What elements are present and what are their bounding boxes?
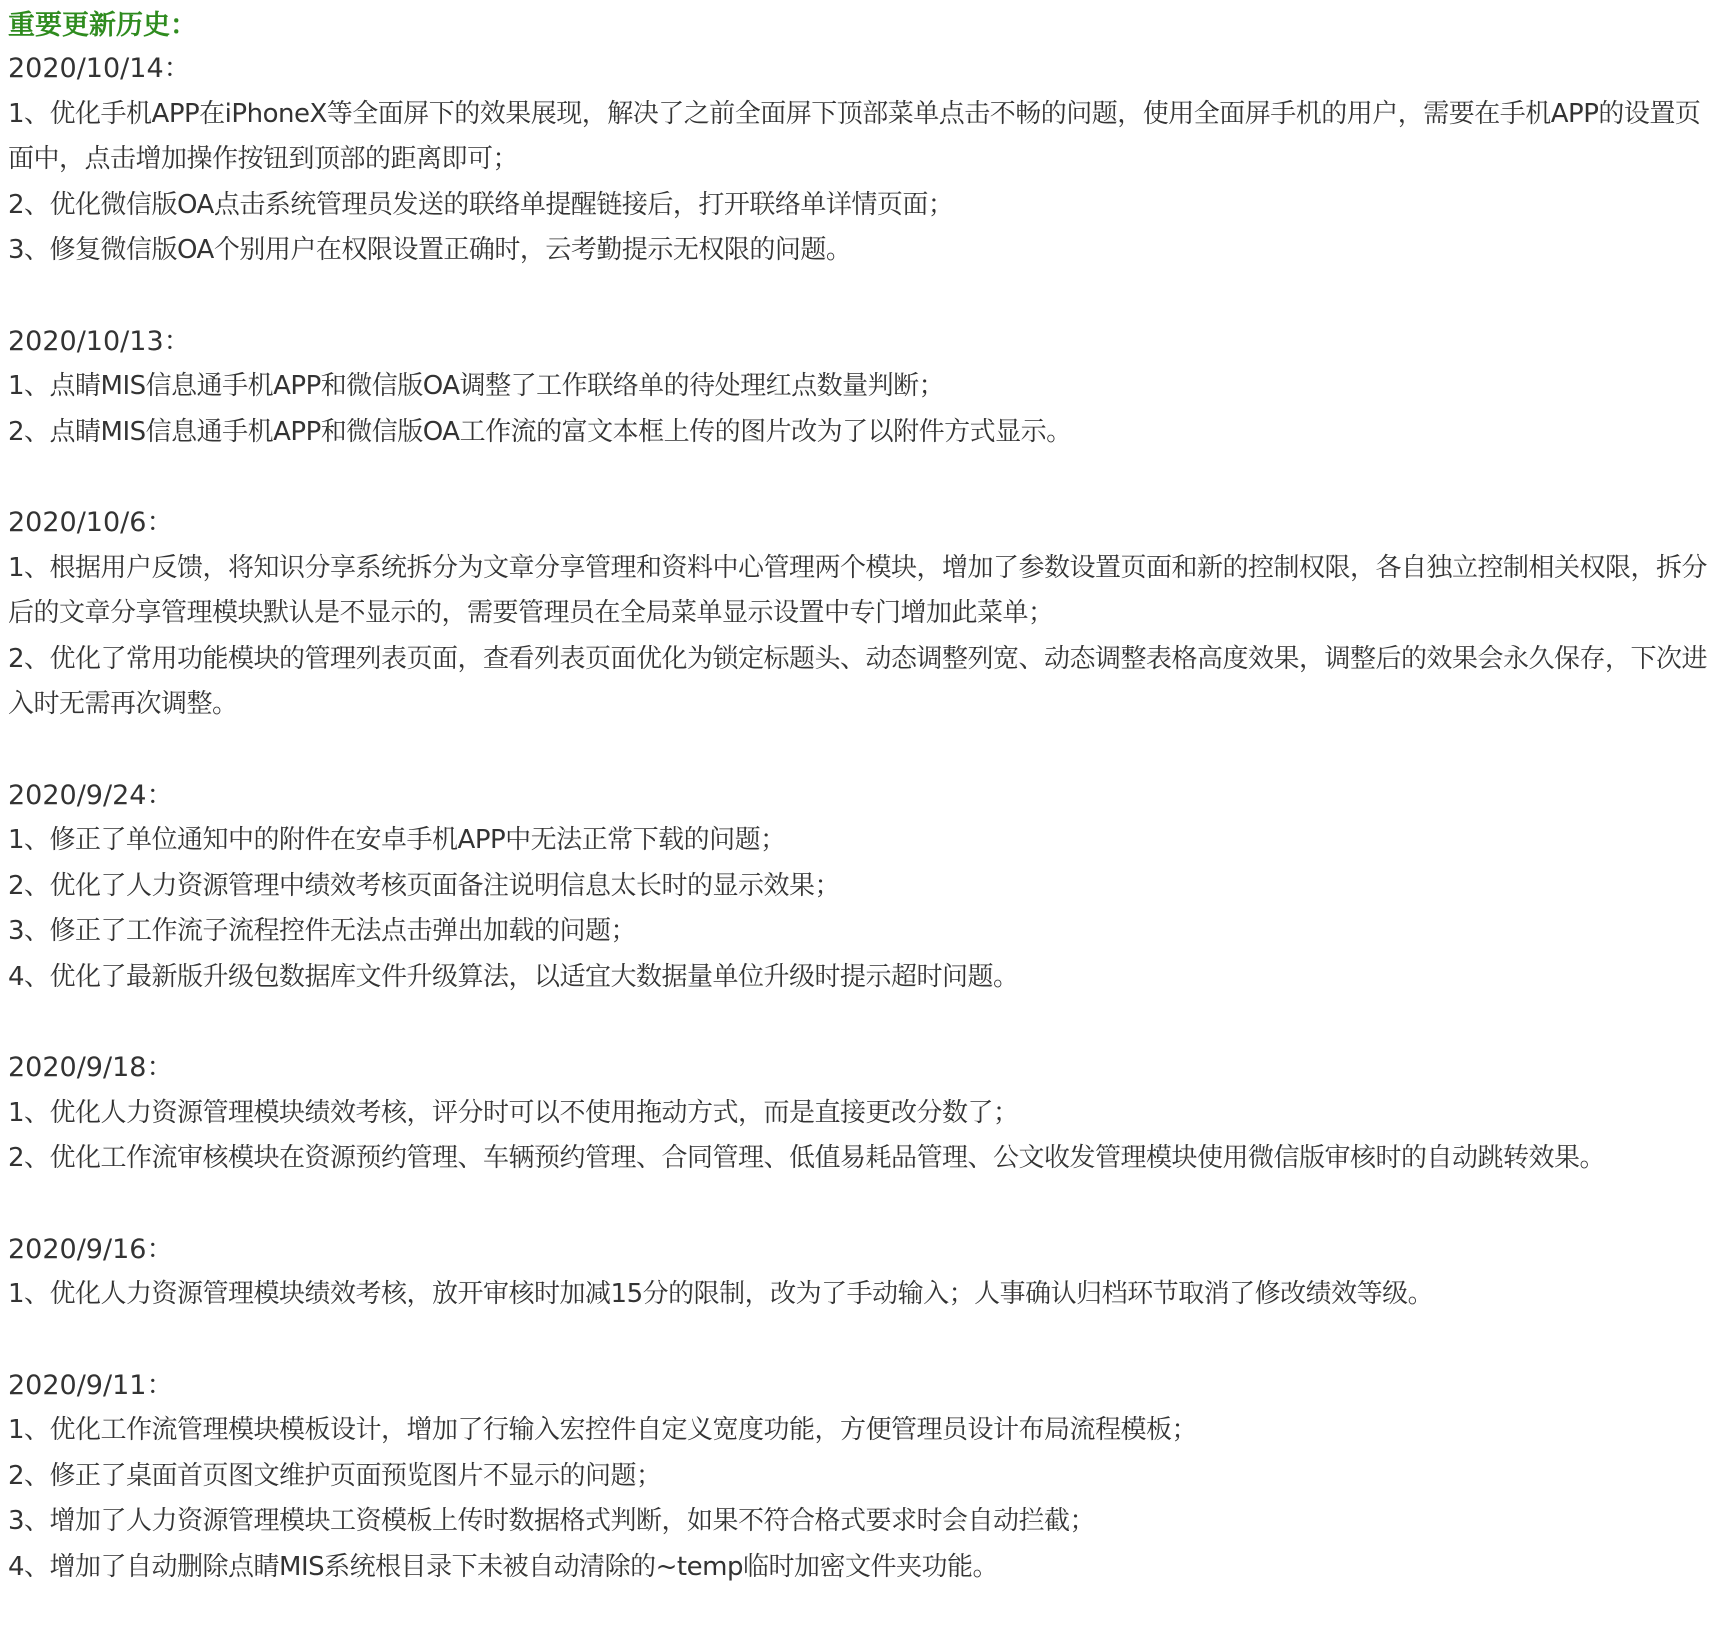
update-section-2020-9-24 bbox=[8, 773, 1710, 1001]
list-item: 1、优化工作流管理模块模板设计，增加了行输入宏控件自定义宽度功能，方便管理员设计布局流程模板； bbox=[8, 1415, 1198, 1445]
list-item: 2、优化了常用功能模块的管理列表页面，查看列表页面优化为锁定标题头、动态调整列宽、动态调整表格高度效果，调整后的效果会永久保存，下次进入时无需再次调整。 bbox=[8, 643, 1708, 719]
list-item: 2、优化工作流审核模块在资源预约管理、车辆预约管理、合同管理、低值易耗品管理、公文收发管理模块使用微信版审核时的自动跳转效果。 bbox=[8, 1143, 1606, 1173]
list-item: 1、点睛MIS信息通手机APP和微信版OA调整了工作联络单的待处理红点数量判断； bbox=[8, 371, 945, 401]
update-section-2020-10-6 bbox=[8, 500, 1710, 728]
list-item: 2、优化了人力资源管理中绩效考核页面备注说明信息太长时的显示效果； bbox=[8, 870, 841, 901]
page-title: 重要更新历史： bbox=[8, 10, 197, 41]
list-item: 1、优化人力资源管理模块绩效考核，评分时可以不使用拖动方式，而是直接更改分数了； bbox=[8, 1097, 1019, 1128]
section-date: 2020/9/11： bbox=[8, 1369, 174, 1401]
update-section-2020-9-11 bbox=[8, 1363, 1710, 1591]
list-item: 2、点睛MIS信息通手机APP和微信版OA工作流的富文本框上传的图片改为了以附件方式显示。 bbox=[8, 416, 1072, 447]
list-item: 3、修正了工作流子流程控件无法点击弹出加载的问题； bbox=[8, 916, 637, 946]
update-section-2020-9-18 bbox=[8, 1045, 1710, 1182]
list-item: 4、增加了自动删除点睛MIS系统根目录下未被自动清除的~temp临时加密文件夹功能。 bbox=[8, 1551, 998, 1582]
section-date: 2020/10/6： bbox=[8, 507, 174, 538]
section-date: 2020/10/14： bbox=[8, 53, 191, 84]
list-item: 2、修正了桌面首页图文维护页面预览图片不显示的问题； bbox=[8, 1460, 662, 1491]
section-date: 2020/10/13： bbox=[8, 325, 191, 357]
list-item: 1、优化手机APP在iPhoneX等全面屏下的效果展现，解决了之前全面屏下顶部菜单点击不畅的问题，使用全面屏手机的用户，需要在手机APP的设置页面中，点击增加操作按钮到顶部的距离即可； bbox=[8, 98, 1701, 174]
list-item: 1、根据用户反馈，将知识分享系统拆分为文章分享管理和资料中心管理两个模块，增加了参数设置页面和新的控制权限，各自独立控制相关权限，拆分后的文章分享管理模块默认是不显示的，需要管理员在全局菜单显示设置中专门增加此菜单； bbox=[8, 552, 1708, 628]
update-section-2020-10-13 bbox=[8, 319, 1710, 456]
list-item: 2、优化微信版OA点击系统管理员发送的联络单提醒链接后，打开联络单详情页面； bbox=[8, 189, 954, 220]
section-date: 2020/9/24： bbox=[8, 779, 174, 811]
list-item: 1、修正了单位通知中的附件在安卓手机APP中无法正常下载的问题； bbox=[8, 825, 786, 855]
update-section-2020-9-16 bbox=[8, 1227, 1710, 1318]
section-date: 2020/9/16： bbox=[8, 1233, 174, 1265]
list-item: 1、优化人力资源管理模块绩效考核，放开审核时加减15分的限制，改为了手动输入；人事确认归档环节取消了修改绩效等级。 bbox=[8, 1279, 1434, 1309]
list-item: 4、优化了最新版升级包数据库文件升级算法，以适宜大数据量单位升级时提示超时问题。 bbox=[8, 961, 1019, 992]
list-item: 3、修复微信版OA个别用户在权限设置正确时，云考勤提示无权限的问题。 bbox=[8, 235, 852, 265]
update-section-2020-10-14 bbox=[8, 46, 1710, 274]
section-date: 2020/9/18： bbox=[8, 1052, 174, 1083]
list-item: 3、增加了人力资源管理模块工资模板上传时数据格式判断，如果不符合格式要求时会自动拦截； bbox=[8, 1506, 1096, 1536]
